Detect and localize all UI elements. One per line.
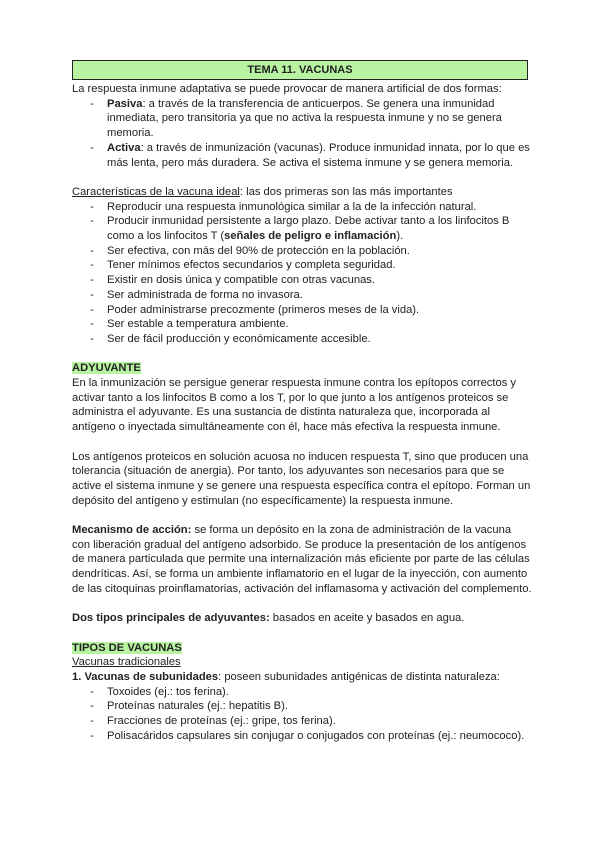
list-item: - Ser efectiva, con más del 90% de protección en la población. (72, 244, 532, 259)
list-item: - Proteínas naturales (ej.: hepatitis B). (72, 699, 532, 714)
subunit-vaccines-list (72, 685, 532, 744)
list-item: - Poder administrarse precozmente (primeros meses de la vida). (72, 303, 532, 318)
ideal-vaccine-heading: Características de la vacuna ideal: las dos primeras son las más importantes (72, 185, 453, 198)
list-item: - Existir en dosis única y compatible con otras vacunas. (72, 273, 532, 288)
tipos-heading: TIPOS DE VACUNAS (72, 641, 182, 654)
list-item: - Ser de fácil producción y económicamente accesible. (72, 332, 532, 347)
immunity-forms-list (72, 97, 532, 171)
list-item: - Tener mínimos efectos secundarios y completa seguridad. (72, 258, 532, 273)
list-item: - Activa: a través de inmunización (vacunas). Produce inmunidad innata, por lo que es más lenta, pero más duradera. Se activa el sistema inmune y se genera memoria. (72, 141, 532, 170)
adjuvant-types-paragraph: Dos tipos principales de adyuvantes: basados en aceite y basados en agua. (72, 612, 465, 625)
list-item: - Toxoides (ej.: tos ferina). (72, 685, 532, 700)
page-title: TEMA 11. VACUNAS (72, 60, 528, 80)
list-item: - Reproducir una respuesta inmunológica similar a la de la infección natural. (72, 200, 532, 215)
document-body (72, 82, 532, 744)
ideal-vaccine-list (72, 200, 532, 347)
tipos-subheading: Vacunas tradicionales (72, 656, 181, 669)
list-item: - Ser estable a temperatura ambiente. (72, 317, 532, 332)
adyuvante-paragraph-1: En la inmunización se persigue generar respuesta inmune contra los epítopos correctos y activar tanto a los linfocitos B como a los T, por lo que junto a los antígenos proteicos se administra el adyuvante. Es una sustancia de distinta naturaleza que, incorporada al antígeno o inyectada simultáneamente con él, hace más efectiva la respuesta inmune. (72, 377, 517, 434)
subunit-vaccines-heading: 1. Vacunas de subunidades: poseen subunidades antigénicas de distinta naturaleza: (72, 671, 500, 684)
list-item: - Polisacáridos capsulares sin conjugar o conjugados con proteínas (ej.: neumococo). (72, 729, 532, 744)
adyuvante-paragraph-2: Los antígenos proteicos en solución acuosa no inducen respuesta T, sino que producen una tolerancia (situación de anergia). Por tanto, los adyuvantes son necesarios para que se active el sistema inmune y se genere una respuesta específica contra el epítopo. Forman un depósito del antígeno y estimulan (no específicamente) la respuesta inmune. (72, 450, 531, 507)
adyuvante-heading: ADYUVANTE (72, 362, 141, 375)
list-item: - Producir inmunidad persistente a largo plazo. Debe activar tanto a los linfocitos B como a los linfocitos T (señales de peligro e inflamación). (72, 214, 532, 243)
list-item: - Fracciones de proteínas (ej.: gripe, tos ferina). (72, 714, 532, 729)
term-pasiva: Pasiva (107, 97, 143, 110)
term-activa: Activa (107, 141, 141, 154)
mechanism-paragraph: Mecanismo de acción: se forma un depósito en la zona de administración de la vacuna con liberación gradual del antígeno adsorbido. Se produce la presentación de los antígenos de manera particulada que permite una internalización más eficiente por parte de las células dendríticas. Así, se forma un ambiente inflamatorio en el lugar de la inyección, con aumento de las citoquinas proinflamatorias, activación del inflamasoma y activación del complemento. (72, 524, 532, 595)
list-item: - Pasiva: a través de la transferencia de anticuerpos. Se genera una inmunidad inmediata, pero transitoria ya que no activa la respuesta inmune y no se genera memoria. (72, 97, 532, 141)
list-item: - Ser administrada de forma no invasora. (72, 288, 532, 303)
intro-paragraph: La respuesta inmune adaptativa se puede provocar de manera artificial de dos formas: (72, 83, 502, 95)
